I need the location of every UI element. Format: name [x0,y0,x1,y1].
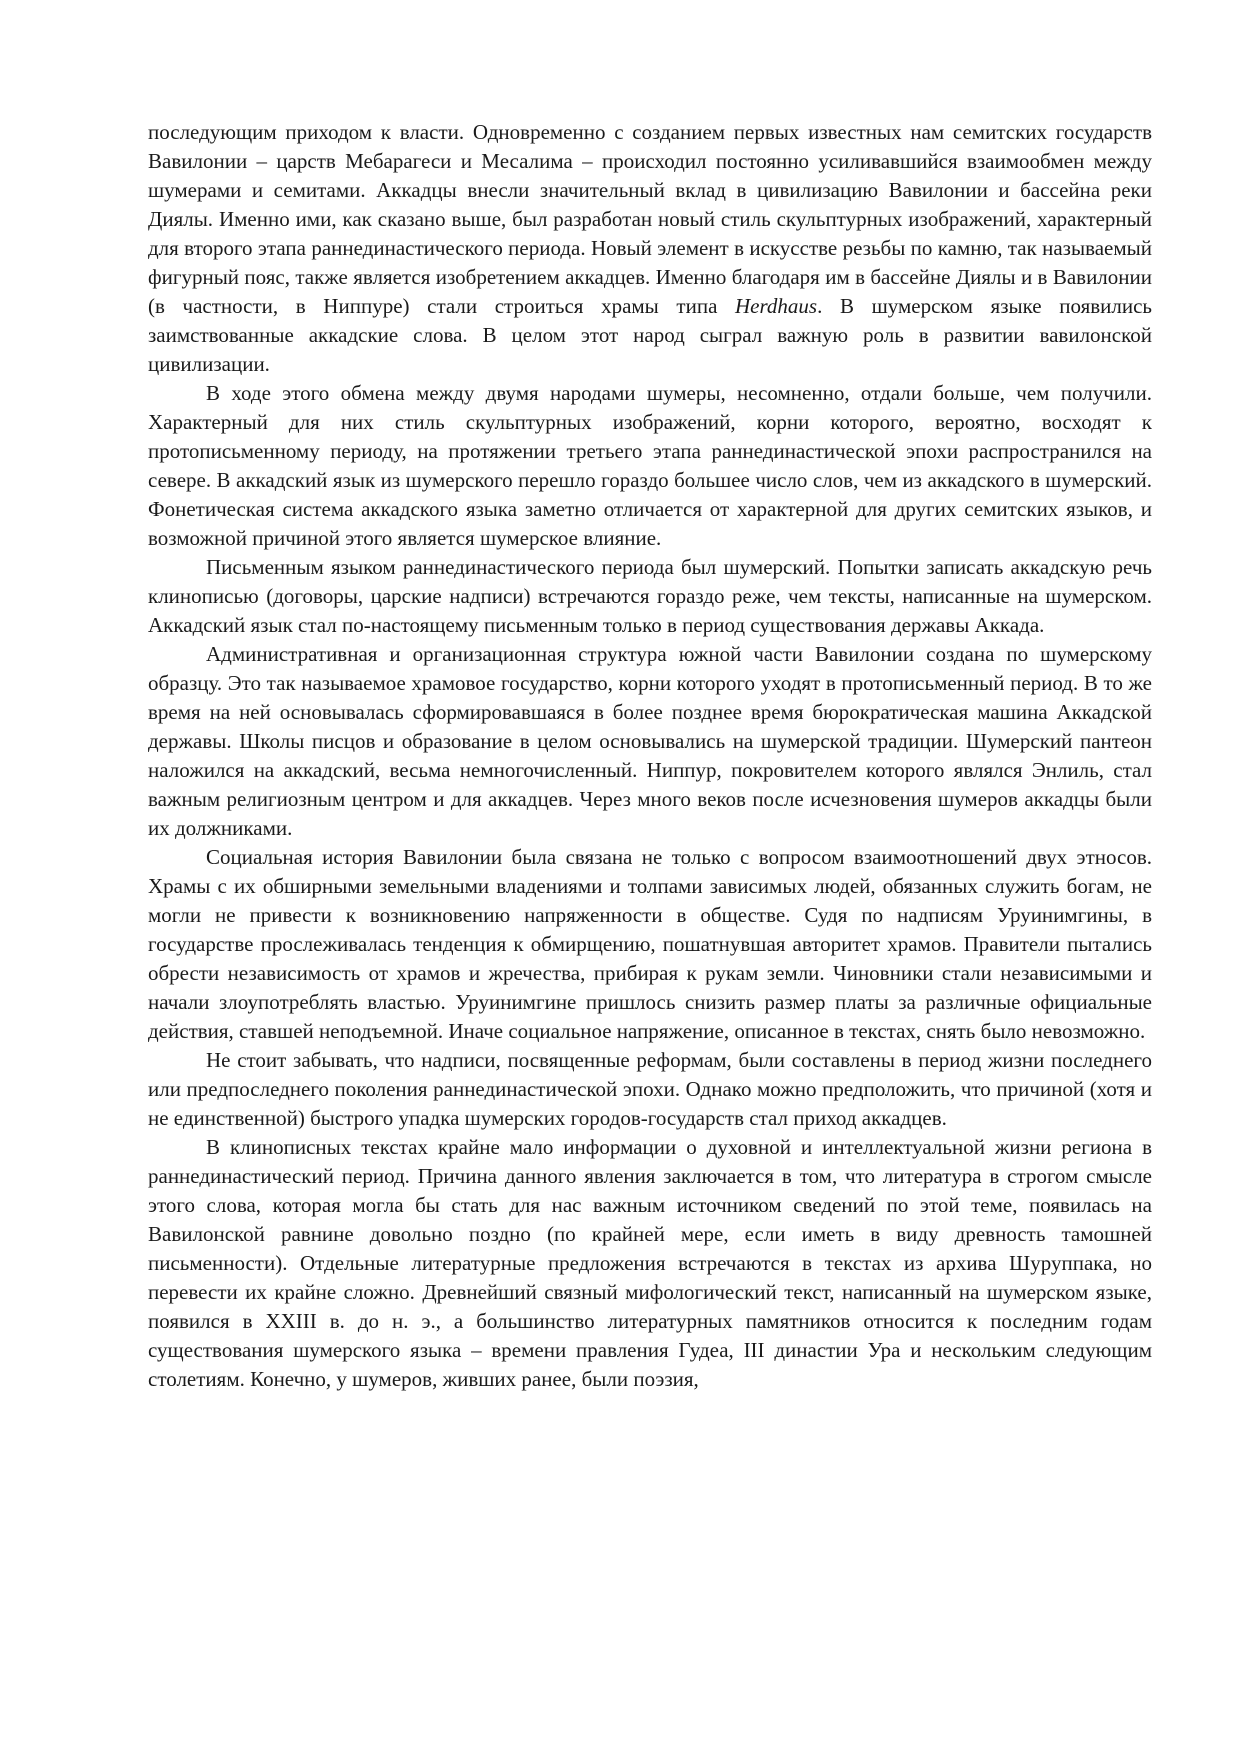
paragraph-1-text-b: . В шумерском языке появились заимствованные аккадские слова. В целом этот народ сыграл важную роль в развитии вавилонской цивилизации. [148,294,1152,376]
paragraph-6 [148,1046,1152,1133]
paragraph-3 [148,553,1152,640]
paragraph-6-text: Не стоит забывать, что надписи, посвященные реформам, были составлены в период жизни последнего или предпоследнего поколения раннединастической эпохи. Однако можно предположить, что причиной (хотя и не единственной) быстрого упадка шумерских городов-государств стал приход аккадцев. [148,1048,1152,1130]
paragraph-1-text-a: последующим приходом к власти. Одновременно с созданием первых известных нам семитских государств Вавилонии – царств Мебарагеси и Месалима – происходил постоянно усиливавшийся взаимообмен между шумерами и семитами. Аккадцы внесли значительный вклад в цивилизацию Вавилонии и бассейна реки Диялы. Именно ими, как сказано выше, был разработан новый стиль скульптурных изображений, характерный для второго этапа раннединастического периода. Новый элемент в искусстве резьбы по камню, так называемый фигурный пояс, также является изобретением аккадцев. Именно благодаря им в бассейне Диялы и в Вавилонии (в частности, в Ниппуре) стали строиться храмы типа [148,120,1152,318]
paragraph-2-text: В ходе этого обмена между двумя народами шумеры, несомненно, отдали больше, чем получили. Характерный для них стиль скульптурных изображений, корни которого, вероятно, восходят к протописьменному периоду, на протяжении третьего этапа раннединастической эпохи распространился на севере. В аккадский язык из шумерского перешло гораздо большее число слов, чем из аккадского в шумерский. Фонетическая система аккадского языка заметно отличается от характерной для других семитских языков, и возможной причиной этого является шумерское влияние. [148,381,1152,550]
paragraph-5 [148,843,1152,1046]
paragraph-4-text: Административная и организационная структура южной части Вавилонии создана по шумерскому образцу. Это так называемое храмовое государство, корни которого уходят в протописьменный период. В то же время на ней основывалась сформировавшаяся в более позднее время бюрократическая машина Аккадской державы. Школы писцов и образование в целом основывались на шумерской традиции. Шумерский пантеон наложился на аккадский, весьма немногочисленный. Ниппур, покровителем которого являлся Энлиль, стал важным религиозным центром и для аккадцев. Через много веков после исчезновения шумеров аккадцы были их должниками. [148,642,1152,840]
paragraph-1 [148,118,1152,379]
paragraph-3-text: Письменным языком раннединастического периода был шумерский. Попытки записать аккадскую речь клинописью (договоры, царские надписи) встречаются гораздо реже, чем тексты, написанные на шумерском. Аккадский язык стал по-настоящему письменным только в период существования державы Аккада. [148,555,1152,637]
paragraph-5-text: Социальная история Вавилонии была связана не только с вопросом взаимоотношений двух этносов. Храмы с их обширными земельными владениями и толпами зависимых людей, обязанных служить богам, не могли не привести к возникновению напряженности в обществе. Судя по надписям Уруинимгины, в государстве прослеживалась тенденция к обмирщению, пошатнувшая авторитет храмов. Правители пытались обрести независимость от храмов и жречества, прибирая к рукам земли. Чиновники стали независимыми и начали злоупотреблять властью. Уруинимгине пришлось снизить размер платы за различные официальные действия, ставшей неподъемной. Иначе социальное напряжение, описанное в текстах, снять было невозможно. [148,845,1152,1043]
paragraph-1-term-herdhaus: Herdhaus [735,294,818,318]
document-page [148,118,1152,1394]
paragraph-2 [148,379,1152,553]
paragraph-7-text: В клинописных текстах крайне мало информации о духовной и интеллектуальной жизни региона в раннединастический период. Причина данного явления заключается в том, что литература в строгом смысле этого слова, которая могла бы стать для нас важным источником сведений по этой теме, появилась на Вавилонской равнине довольно поздно (по крайней мере, если иметь в виду древность тамошней письменности). Отдельные литературные предложения встречаются в текстах из архива Шуруппака, но перевести их крайне сложно. Древнейший связный мифологический текст, написанный на шумерском языке, появился в XXIII в. до н. э., а большинство литературных памятников относится к последним годам существования шумерского языка – времени правления Гудеа, III династии Ура и нескольким следующим столетиям. Конечно, у шумеров, живших ранее, были поэзия, [148,1135,1152,1391]
paragraph-7 [148,1133,1152,1394]
paragraph-4 [148,640,1152,843]
